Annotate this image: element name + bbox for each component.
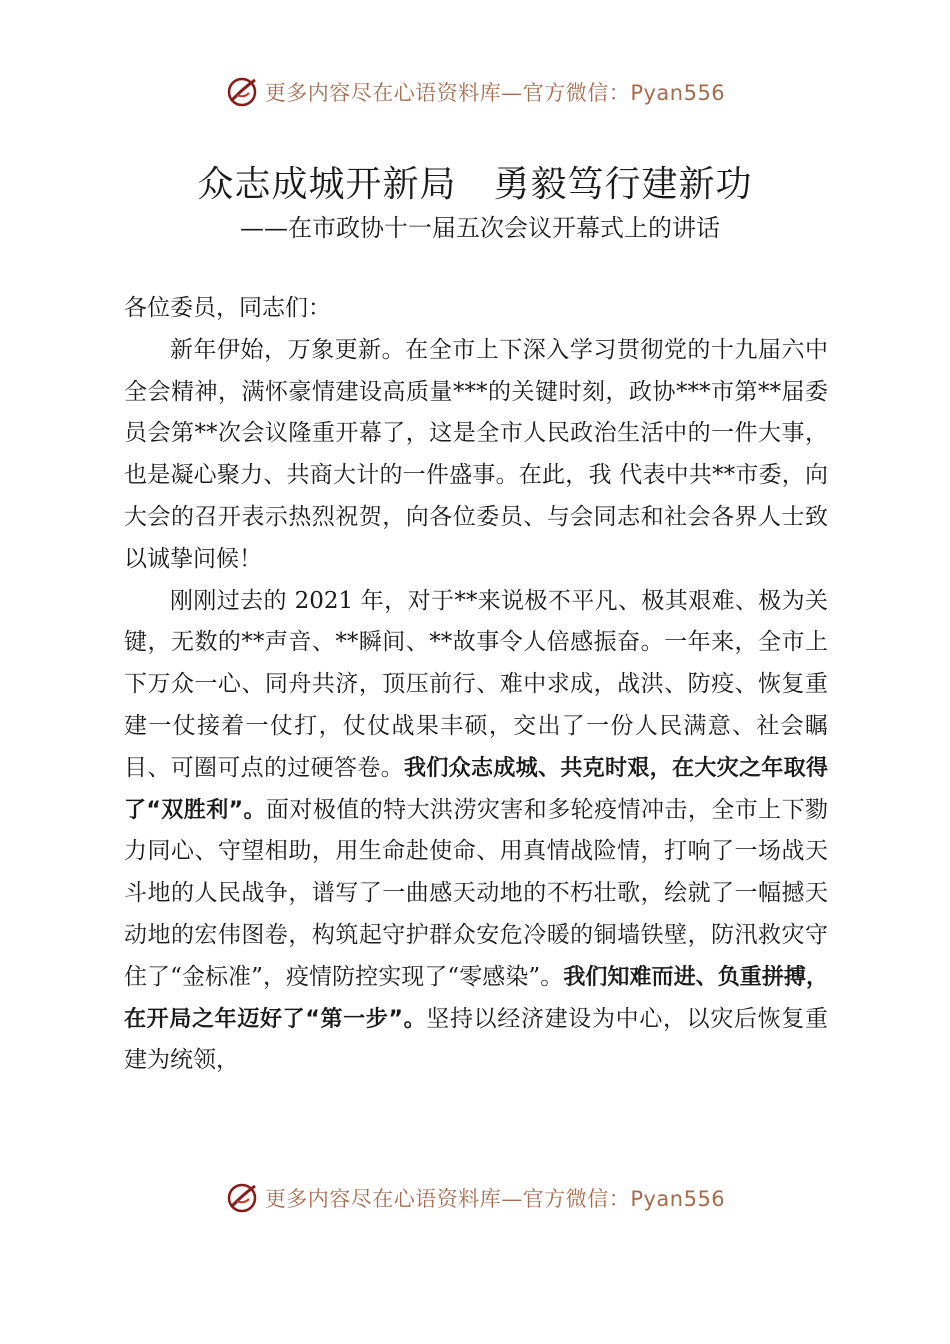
footer-banner xyxy=(0,1178,950,1218)
paragraph-2 xyxy=(124,581,828,1083)
wechat-id: Pyan556 xyxy=(630,1187,726,1211)
banner-text: 更多内容尽在心语资料库—官方微信：Pyan556 xyxy=(264,81,726,105)
document-title: 众志成城开新局 勇毅笃行建新功 xyxy=(197,164,753,205)
paragraph-2-text-c: 面对极值的特大洪涝灾害和多轮疫情冲击，全市上下勠力同心、守望相助，用生命赴使命、用真情战险情，打响了一场战天斗地的人民战争，谱写了一曲感天动地的不朽壮歌，绘就了一幅撼天动地的宏伟图卷，构筑起守护群众安危冷暖的铜墙铁壁，防汛救灾守住了“金标准”，疫情防控实现了“零感染”。 xyxy=(124,796,829,990)
paragraph-2-text-a: 刚刚过去的 2021 年，对于**来说极不平凡、极其艰难、极为关键，无数的**声音、**瞬间、**故事令人倍感振奋。一年来，全市上下万众一心、同舟共济，顶压前行、难中求成，战洪、防疫、恢复重建一仗接着一仗打，仗仗战果丰硕，交出了一份人民满意、社会瞩目、可圈可点的过硬答卷。 xyxy=(124,587,828,781)
highlight-first-step: 我们知难而进、负重拼搏，在开局之年迈好了“第一步”。 xyxy=(124,964,828,1032)
logo-icon xyxy=(225,75,259,109)
logo-icon xyxy=(225,1181,259,1215)
banner-text: 更多内容尽在心语资料库—官方微信：Pyan556 xyxy=(264,1187,726,1211)
paragraph-1: 新年伊始，万象更新。在全市上下深入学习贯彻党的十九届六中全会精神，满怀豪情建设高质量***的关键时刻，政协***市第**届委员会第**次会议隆重开幕了，这是全市人民政治生活中的一件大事，也是凝心聚力、共商大计的一件盛事。在此，我 代表中共**市委，向大会的召开表示热烈祝贺，向各位委员、与会同志和社会各界人士致以诚挚问候！ xyxy=(124,336,828,572)
paragraph-2-text-e: 坚持以经济建设为中心，以灾后恢复重建为统领， xyxy=(124,1005,829,1074)
header-banner xyxy=(0,72,950,112)
highlight-double-victory: 我们众志成城、共克时艰，在大灾之年取得了“双胜利”。 xyxy=(124,755,828,823)
speech-body xyxy=(124,288,828,1082)
document-subtitle: ——在市政协十一届五次会议开幕式上的讲话 xyxy=(240,214,720,242)
wechat-id: Pyan556 xyxy=(630,81,726,105)
salutation: 各位委员，同志们： xyxy=(124,295,331,321)
